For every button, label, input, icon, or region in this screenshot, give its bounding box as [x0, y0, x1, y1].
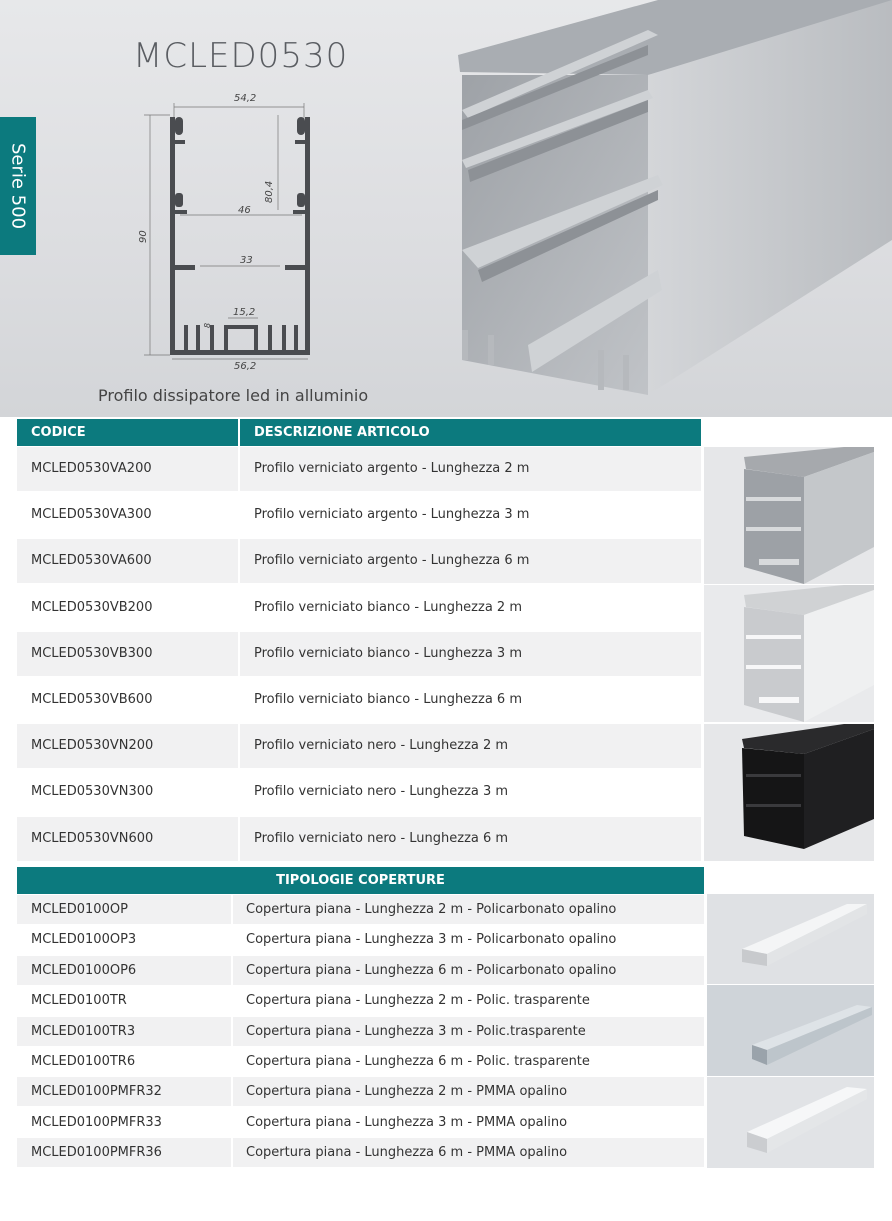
cover-code: MCLED0100PMFR36: [17, 1138, 231, 1167]
covers-header: TIPOLOGIE COPERTURE: [17, 867, 704, 894]
article-code: MCLED0530VA200: [17, 447, 238, 491]
article-description: Profilo verniciato nero - Lunghezza 2 m: [240, 724, 701, 768]
cover-code: MCLED0100TR3: [17, 1017, 231, 1046]
cover-description: Copertura piana - Lunghezza 6 m - Polic. trasparente: [233, 1047, 704, 1076]
cover-description: Copertura piana - Lunghezza 3 m - PMMA opalino: [233, 1108, 704, 1137]
cover-code: MCLED0100PMFR33: [17, 1108, 231, 1137]
dim-width-top: 54,2: [234, 93, 257, 104]
article-code: MCLED0530VN600: [17, 817, 238, 861]
article-description: Profilo verniciato argento - Lunghezza 3 m: [240, 493, 701, 537]
article-code: MCLED0530VA600: [17, 539, 238, 583]
col-header-description: DESCRIZIONE ARTICOLO: [240, 419, 701, 446]
dim-inner-width: 46: [238, 205, 251, 216]
cover-code: MCLED0100OP6: [17, 956, 231, 985]
cover-description: Copertura piana - Lunghezza 2 m - PMMA opalino: [233, 1077, 704, 1106]
cover-description: Copertura piana - Lunghezza 3 m - Policarbonato opalino: [233, 925, 704, 954]
cover-description: Copertura piana - Lunghezza 2 m - Polic. trasparente: [233, 986, 704, 1015]
cover-description: Copertura piana - Lunghezza 6 m - PMMA opalino: [233, 1138, 704, 1167]
article-description: Profilo verniciato bianco - Lunghezza 2 m: [240, 586, 701, 630]
article-description: Profilo verniciato nero - Lunghezza 3 m: [240, 770, 701, 814]
thumbnail-opal-cover: [707, 894, 874, 984]
article-description: Profilo verniciato nero - Lunghezza 6 m: [240, 817, 701, 861]
cover-code: MCLED0100OP3: [17, 925, 231, 954]
dim-channel-width: 15,2: [233, 307, 256, 318]
cover-code: MCLED0100TR: [17, 986, 231, 1015]
thumbnail-transparent-cover: [707, 985, 874, 1076]
hero-banner: [0, 0, 892, 417]
dim-channel-depth: 8: [203, 322, 212, 328]
dim-inner-height: 80,4: [264, 180, 275, 203]
col-header-code: CODICE: [17, 419, 238, 446]
article-code: MCLED0530VB300: [17, 632, 238, 676]
cover-code: MCLED0100TR6: [17, 1047, 231, 1076]
article-description: Profilo verniciato argento - Lunghezza 2 m: [240, 447, 701, 491]
article-code: MCLED0530VA300: [17, 493, 238, 537]
dim-width-bottom: 56,2: [234, 361, 257, 372]
cover-code: MCLED0100OP: [17, 895, 231, 924]
product-subtitle: Profilo dissipatore led in alluminio: [98, 386, 369, 405]
article-description: Profilo verniciato bianco - Lunghezza 3 m: [240, 632, 701, 676]
thumbnail-silver-profile: [704, 447, 874, 584]
article-description: Profilo verniciato argento - Lunghezza 6 m: [240, 539, 701, 583]
thumbnail-black-profile: [704, 724, 874, 861]
cover-description: Copertura piana - Lunghezza 6 m - Policarbonato opalino: [233, 956, 704, 985]
series-label: Serie 500: [7, 142, 29, 230]
technical-drawing: [130, 85, 330, 375]
cover-description: Copertura piana - Lunghezza 3 m - Polic.trasparente: [233, 1017, 704, 1046]
article-description: Profilo verniciato bianco - Lunghezza 6 m: [240, 678, 701, 722]
article-code: MCLED0530VB600: [17, 678, 238, 722]
dim-height: 90: [138, 230, 149, 243]
cover-code: MCLED0100PMFR32: [17, 1077, 231, 1106]
article-code: MCLED0530VB200: [17, 586, 238, 630]
article-code: MCLED0530VN300: [17, 770, 238, 814]
product-title: MCLED0530: [133, 36, 349, 76]
article-code: MCLED0530VN200: [17, 724, 238, 768]
cover-description: Copertura piana - Lunghezza 2 m - Policarbonato opalino: [233, 895, 704, 924]
profile-3d-image: [448, 0, 892, 417]
thumbnail-pmma-cover: [707, 1077, 874, 1168]
thumbnail-white-profile: [704, 585, 874, 722]
dim-mid-width: 33: [240, 255, 253, 266]
